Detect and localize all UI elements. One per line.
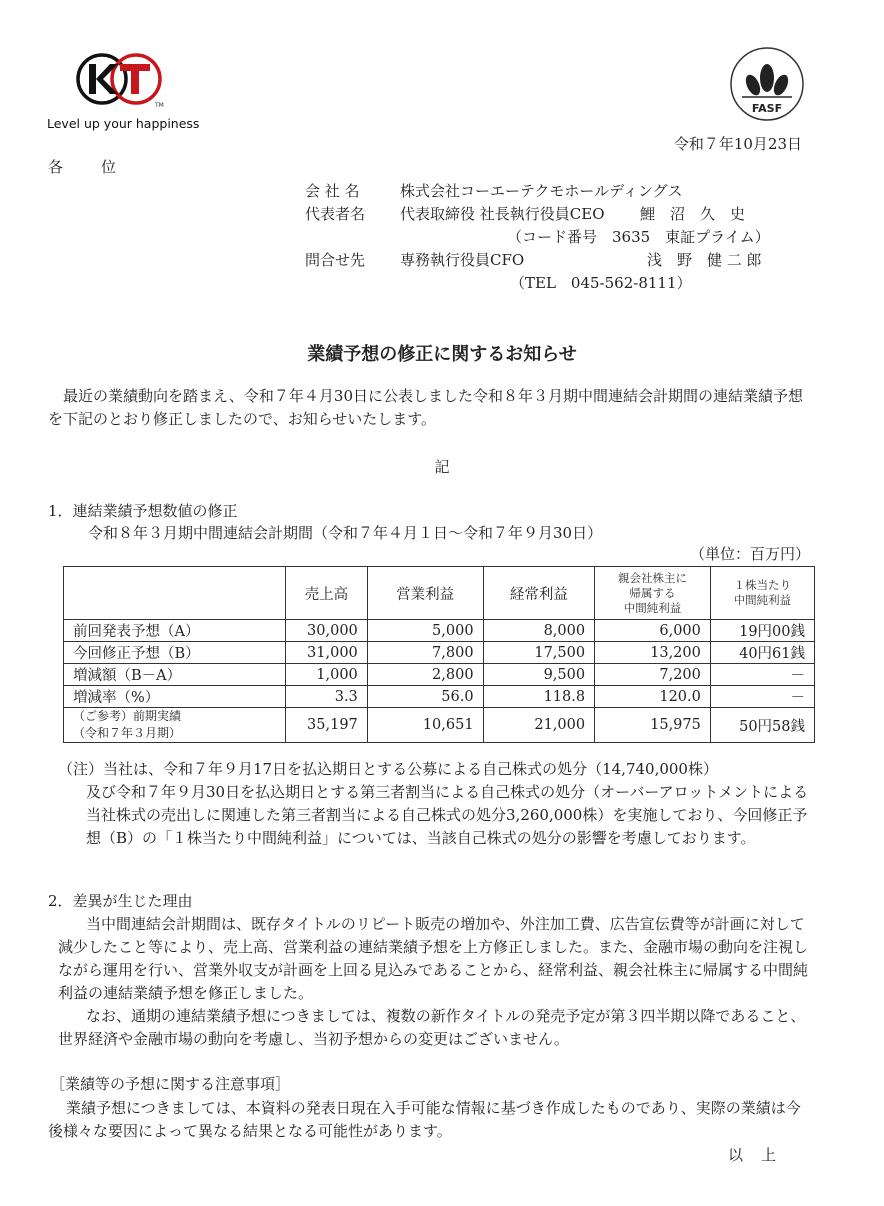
unit-label: （単位：百万円） [689, 545, 810, 563]
cell-value: 19円00銭 [710, 620, 814, 642]
release-date: 令和７年10月23日 [673, 135, 802, 153]
table-header-blank [64, 567, 286, 620]
cell-value: 9,500 [483, 664, 595, 686]
section1-heading: 1．連結業績予想数値の修正 [48, 502, 238, 520]
cell-value: 6,000 [595, 620, 711, 642]
cell-value: － [710, 664, 814, 686]
note-first-line: （注）当社は、令和７年９月17日を払込期日とする公募による自己株式の処分（14,740,000株） [58, 760, 718, 778]
contact-name: 浅 野 健 二 郎 [647, 251, 762, 269]
cell-value: 8,000 [483, 620, 595, 642]
cell-value: 120.0 [595, 686, 711, 708]
col-header-eps: １株当たり 中間純利益 [710, 567, 814, 620]
logo-tm: TM [155, 102, 164, 108]
col-header-sales: 売上高 [286, 567, 368, 620]
cell-value: 21,000 [483, 708, 595, 743]
row-label: 増減額（B－A） [64, 664, 286, 686]
fasf-seal-icon [728, 45, 806, 123]
cell-value: 50円58銭 [710, 708, 814, 743]
cell-value: 7,200 [595, 664, 711, 686]
closing-mark: 以上 [727, 1146, 794, 1164]
fasf-seal [728, 45, 806, 123]
forecast-table [63, 566, 815, 743]
table-note [58, 758, 818, 850]
cell-value: 35,197 [286, 708, 368, 743]
cell-value: － [710, 686, 814, 708]
cell-value: 7,800 [367, 642, 483, 664]
row-label: 今回修正予想（B） [64, 642, 286, 664]
logo-tagline: Level up your happiness [47, 116, 200, 131]
row-label: （ご参考）前期実績 （令和７年３月期） [64, 708, 286, 743]
row-label: 増減率（%） [64, 686, 286, 708]
company-name: 株式会社コーエーテクモホールディングス [400, 182, 683, 200]
col-header-operating-profit: 営業利益 [367, 567, 483, 620]
cell-value: 56.0 [367, 686, 483, 708]
contact-tel: （TEL 045-562-8111） [510, 274, 692, 292]
cell-value: 40円61銭 [710, 642, 814, 664]
section2-paragraph-2: なお、通期の連結業績予想につきましては、複数の新作タイトルの発売予定が第３四半期以降であること、世界経済や金融市場の動向を考慮し、当初予想からの変更はございません。 [58, 1007, 806, 1048]
section2-paragraph-1: 当中間連結会計期間は、既存タイトルのリピート販売の増加や、外注加工費、広告宣伝費等が計画に対して減少したこと等により、売上高、営業利益の連結業績予想を上方修正しました。また、金融市場の動向を注視しながら運用を行い、営業外収支が計画を上回る見込みであることから、経常利益、親会社株主に帰属する中間純利益の連結業績予想を修正しました。 [58, 915, 809, 1002]
representative-title: 代表取締役 社長執行役員CEO [400, 205, 605, 223]
contact-label: 問合せ先 [305, 251, 366, 269]
table-row [64, 708, 815, 743]
cell-value: 31,000 [286, 642, 368, 664]
cell-value: 17,500 [483, 642, 595, 664]
caution-heading: ［業績等の予想に関する注意事項］ [50, 1075, 291, 1093]
table-row [64, 664, 815, 686]
caution-body: 業績予想につきましては、本資料の発表日現在入手可能な情報に基づき作成したものであり、実際の業績は今後様々な要因によって異なる結果となる可能性があります。 [48, 1099, 801, 1140]
table-row [64, 686, 815, 708]
table-row [64, 620, 815, 642]
col-header-ordinary-profit: 経常利益 [483, 567, 595, 620]
cell-value: 10,651 [367, 708, 483, 743]
ki-marker: 記 [434, 458, 450, 476]
addressee-char-1: 各 [48, 158, 64, 176]
cell-value: 15,975 [595, 708, 711, 743]
intro-paragraph: 最近の業績動向を踏まえ、令和７年４月30日に公表しました令和８年３月期中間連結会計期間の連結業績予想を下記のとおり修正しましたので、お知らせいたします。 [48, 387, 803, 428]
stock-code: （コード番号 3635 東証プライム） [507, 228, 770, 246]
cell-value: 30,000 [286, 620, 368, 642]
cell-value: 13,200 [595, 642, 711, 664]
addressee [48, 156, 116, 177]
company-name-label: 会 社 名 [305, 182, 360, 200]
cell-value: 3.3 [286, 686, 368, 708]
col-header-net-income: 親会社株主に 帰属する 中間純利益 [595, 567, 711, 620]
table-header-row [64, 567, 815, 620]
cell-value: 2,800 [367, 664, 483, 686]
row-label: 前回発表予想（A） [64, 620, 286, 642]
section2-heading: 2．差異が生じた理由 [48, 892, 193, 910]
representative-label: 代表者名 [305, 205, 366, 223]
cell-value: 1,000 [286, 664, 368, 686]
company-info [305, 180, 805, 290]
kt-logo-mark [75, 52, 170, 108]
representative-name: 鯉 沼 久 史 [640, 205, 746, 223]
section1-period: 令和８年３月期中間連結会計期間（令和７年４月１日～令和７年９月30日） [88, 524, 603, 542]
company-logo [75, 52, 170, 108]
seal-label: FASF [751, 102, 783, 115]
page-title: 業績予想の修正に関するお知らせ [307, 344, 577, 365]
addressee-char-2: 位 [101, 158, 117, 176]
table-row [64, 642, 815, 664]
contact-title: 専務執行役員CFO [400, 251, 525, 269]
cell-value: 118.8 [483, 686, 595, 708]
cell-value: 5,000 [367, 620, 483, 642]
note-body: 及び令和７年９月30日を払込期日とする第三者割当による自己株式の処分（オーバーアロットメントによる当社株式の売出しに関連した第三者割当による自己株式の処分3,260,000株）を実施しており、今回修正予想（B）の「１株当たり中間純利益」については、当該自己株式の処分の影響を考慮しております。 [86, 783, 809, 847]
